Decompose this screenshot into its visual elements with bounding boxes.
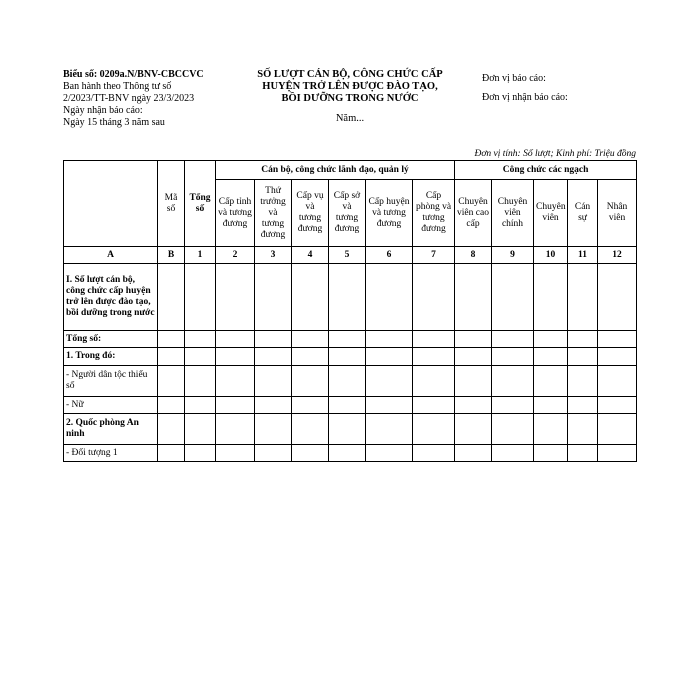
row-label: - Nữ (64, 397, 158, 414)
table-row (64, 331, 637, 348)
header-leader-col: Cấp vụ và tương đương (292, 180, 329, 247)
table-row (64, 414, 637, 445)
title-line-3: BỒI DƯỠNG TRONG NƯỚC (281, 93, 419, 104)
receiving-unit: Đơn vị nhận báo cáo: (482, 92, 568, 103)
header-leader-col: Cấp phòng và tương đương (413, 180, 455, 247)
report-table (63, 160, 637, 462)
header-leader-col: Cấp huyện và tương đương (366, 180, 413, 247)
index-cell: 3 (255, 247, 292, 264)
row-label: Tổng số: (64, 331, 158, 348)
index-cell: 4 (292, 247, 329, 264)
unit-note: Đơn vị tính: Số lượt; Kinh phí: Triệu đồng (474, 149, 636, 159)
unit-info (482, 69, 642, 107)
row-label: 1. Trong đó: (64, 348, 158, 366)
index-cell: 1 (185, 247, 216, 264)
form-info (63, 69, 213, 129)
header-rank-col: Cán sự (568, 180, 598, 247)
form-code: Biểu số: 0209a.N/BNV-CBCCVC (63, 69, 204, 80)
header-rank-col: Nhân viên (598, 180, 637, 247)
table-row (64, 264, 637, 331)
header-leader-col: Thứ trưởng và tương đương (255, 180, 292, 247)
report-year: Năm... (335, 113, 365, 124)
index-cell: 9 (492, 247, 534, 264)
row-label: - Đối tượng 1 (64, 445, 158, 462)
header-leader-col: Cấp tỉnh và tương đương (216, 180, 255, 247)
receive-label: Ngày nhận báo cáo: (63, 105, 143, 116)
header-leader-col: Cấp sở và tương đương (329, 180, 366, 247)
index-cell: 12 (598, 247, 637, 264)
row-label: 2. Quốc phòng An ninh (64, 414, 158, 445)
header-group-row (64, 161, 637, 180)
reporting-unit: Đơn vị báo cáo: (482, 73, 546, 84)
index-cell: 2 (216, 247, 255, 264)
header-group-ranks: Công chức các ngạch (455, 161, 637, 180)
report-title (230, 69, 470, 125)
row-label: I. Số lượt cán bộ, công chức cấp huyện trở lên được đào tạo, bồi dưỡng trong nước (64, 264, 158, 331)
receive-date: Ngày 15 tháng 3 năm sau (63, 117, 165, 128)
issued-by: Ban hành theo Thông tư số 2/2023/TT-BNV ngày 23/3/2023 (63, 81, 195, 104)
table-row (64, 366, 637, 397)
header-tong-so: Tổng số (185, 161, 216, 247)
index-cell: 8 (455, 247, 492, 264)
row-label: - Người dân tộc thiểu số (64, 366, 158, 397)
index-cell: 5 (329, 247, 366, 264)
header-rank-col: Chuyên viên chính (492, 180, 534, 247)
index-cell: B (158, 247, 185, 264)
table-row (64, 348, 637, 366)
table-row (64, 445, 637, 462)
index-cell: A (64, 247, 158, 264)
header-blank (64, 161, 158, 247)
table-row (64, 397, 637, 414)
header-ma-so: Mã số (158, 161, 185, 247)
header-group-leaders: Cán bộ, công chức lãnh đạo, quản lý (216, 161, 455, 180)
title-line-1: SỐ LƯỢT CÁN BỘ, CÔNG CHỨC CẤP (257, 69, 443, 80)
header-rank-col: Chuyên viên cao cấp (455, 180, 492, 247)
header-rank-col: Chuyên viên (534, 180, 568, 247)
index-cell: 7 (413, 247, 455, 264)
index-cell: 10 (534, 247, 568, 264)
index-cell: 11 (568, 247, 598, 264)
index-row (64, 247, 637, 264)
index-cell: 6 (366, 247, 413, 264)
title-line-2: HUYỆN TRỞ LÊN ĐƯỢC ĐÀO TẠO, (262, 81, 438, 92)
